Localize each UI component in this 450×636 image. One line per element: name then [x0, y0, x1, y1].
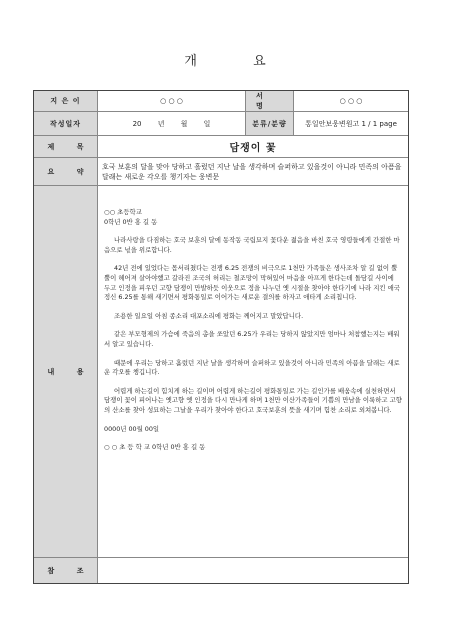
- school-line: ○○ 초등학교: [104, 208, 142, 216]
- author-value: ○ ○ ○: [98, 91, 246, 111]
- paragraph: 같은 부모형제의 가슴에 죽음의 총을 쏘았던 6.25가 우리는 당하지 않았지만 엄마나 처참했는지는 배워서 알고 있습니다.: [104, 330, 400, 348]
- content-row: [34, 186, 408, 558]
- author-label: 지 은 이: [34, 91, 98, 111]
- signature-line: ○ ○ 초 등 학 교 0학년 0반 홍 길 동: [104, 443, 206, 452]
- paragraph: 조용한 일요일 아침 종소리 대포소리에 평화는 께어지고 말았답니다.: [114, 311, 304, 320]
- subject-row: [34, 136, 408, 158]
- category-value: 통일안보웅변원고 1 / 1 page: [305, 119, 397, 128]
- paragraph: 42년 전에 있었다는 몹서리쳤다는 전쟁 6.25 전쟁의 비극으로 1천만 가족들은 생사조차 알 길 없이 뿔뿔이 헤어져 살아야했고 갈라진 조국의 허리는 철조망이 막혀있어 마음을 아프게 한다는데 돌담길 사이에 두고 인정을 피우던 고향 담쟁이 만발하듯 이웃으로 정을 나누던 옛 시절을 찾아야 한다기에 나라 지킨 애국정신 6.25를 통해 새기면서 평화통일로 이어가는 새로운 결의를 하자고 애타게 소리칩니다.: [104, 264, 400, 302]
- paragraph: 나라사랑을 다짐하는 호국 보훈의 달에 동작동 국립묘지 꽃다운 젊음을 바친 호국 영령들에게 간절한 마음으로 넋을 위로합니다.: [104, 236, 400, 254]
- page-title: 개 요: [184, 54, 292, 69]
- subject-label: 제 목: [34, 136, 98, 157]
- name-label: 서 명: [246, 91, 294, 111]
- content-body: [98, 186, 408, 557]
- summary-value: 호국 보훈의 달을 맞아 당하고 흘렀던 지난 날을 생각하며 슬퍼하고 있을것이 아니라 민족의 아픔을 달래는 새로운 각오를 챙기자는 웅변문: [102, 162, 402, 181]
- paragraph: 때문에 우리는 당하고 흘렀던 지난 날을 생각하며 슬퍼하고 있을것이 아니라 민족의 아픔을 달래는 새로운 각오를 챙깁니다.: [104, 358, 400, 377]
- reference-value: [98, 558, 408, 583]
- content-label: 내 용: [34, 186, 98, 557]
- date-value: 20 년 월 일: [98, 112, 246, 135]
- name-value: ○ ○ ○: [339, 97, 363, 105]
- summary-row: [34, 158, 408, 186]
- reference-label: 참 조: [34, 558, 98, 583]
- date-row: [34, 112, 408, 136]
- reference-row: [34, 558, 408, 583]
- paragraph: 어렵게 하는길이 힘치게 하는 길이며 어렵게 하는길이 평화통일로 가는 길인가를 배움속에 실천하면서 담쟁이 꽃이 피어나는 옛고향 옛 인정을 다시 만나게 하며 1천만 이산가족들이 기쁨의 만남을 이룩하고 고향의 산소를 찾아 성묘하는 그날을 우리가 찾아야 한다고 호국보훈의 뜻을 새기며 힘찬 소리로 외쳐봅니다.: [104, 386, 402, 414]
- author-row: [34, 91, 408, 112]
- date-label: 작성일자: [34, 112, 98, 135]
- overview-form: [33, 90, 409, 584]
- student-line: 0학년 0반 홍 길 동: [104, 217, 158, 226]
- category-label: 분류/분량: [246, 112, 294, 135]
- date-line: 0000년 00월 00일: [104, 424, 160, 433]
- subject-value: 담쟁이 꽃: [229, 143, 277, 154]
- summary-label: 요 약: [34, 158, 98, 185]
